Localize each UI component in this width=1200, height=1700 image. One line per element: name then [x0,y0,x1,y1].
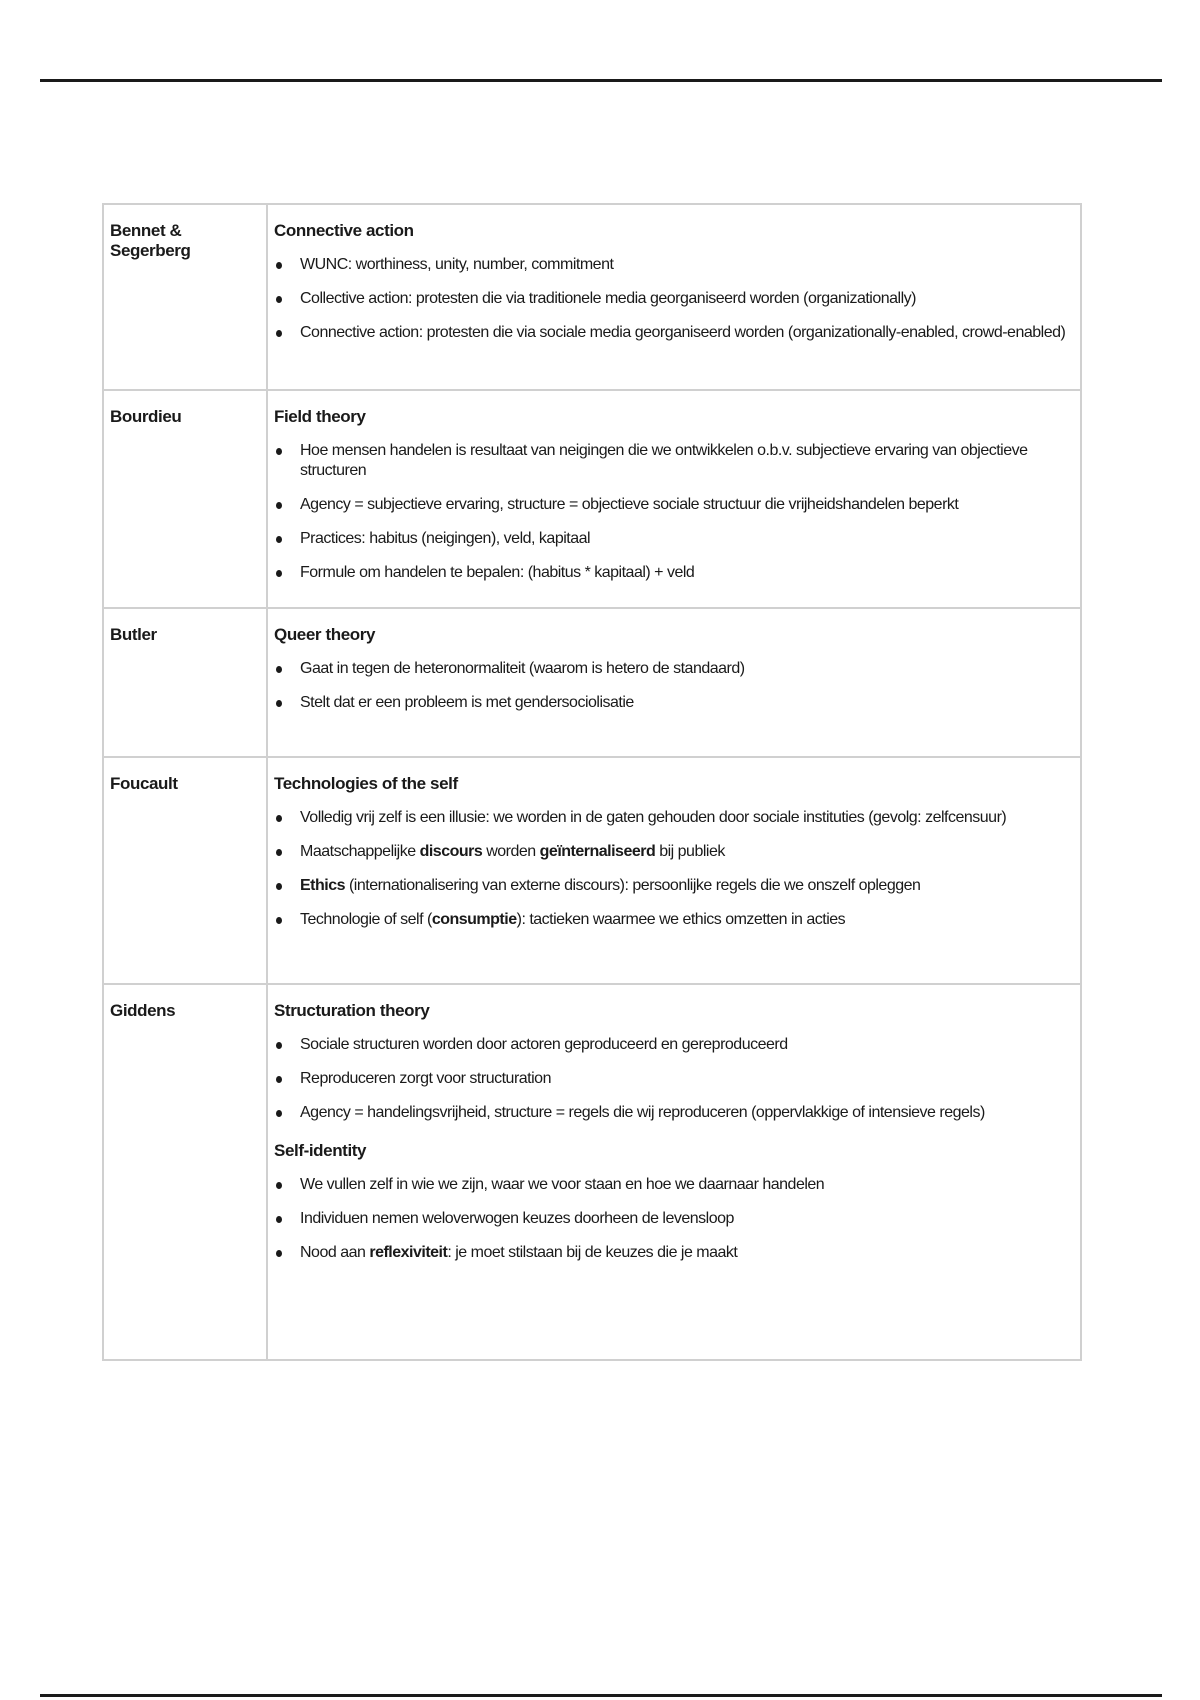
bullet-item [274,910,1074,930]
bullet-item [274,289,1074,309]
bullet-item [274,255,1074,275]
bullet-text: Connective action: protesten die via sociale media georganiseerd worden (organizationally-enabled, crowd-enabled) [300,324,1066,341]
content-cell [267,757,1081,984]
bullet-list [274,808,1074,930]
bullet-list [274,659,1074,713]
bullet-item [274,1035,1074,1055]
bullet-item [274,529,1074,549]
bullet-item [274,1103,1074,1123]
content-cell [267,390,1081,608]
section-heading: Self-identity [274,1141,367,1160]
bullet-list [274,441,1074,583]
content-cell [267,984,1081,1360]
bullet-text: Technologie of self ( [300,911,432,928]
bold-term: Ethics [300,877,346,894]
bullet-item [274,323,1074,343]
bullet-item [274,1175,1074,1195]
bullet-text: Nood aan [300,1244,370,1261]
bullet-text: : je moet stilstaan bij de keuzes die je maakt [447,1244,738,1261]
bullet-item [274,659,1074,679]
bullet-item [274,1209,1074,1229]
bullet-text: Maatschappelijke [300,843,420,860]
bold-term: discours [419,843,483,860]
bullet-item [274,1069,1074,1089]
bullet-text: Individuen nemen weloverwogen keuzes doorheen de levensloop [300,1210,734,1227]
section-heading: Field theory [274,407,366,426]
bullet-item [274,441,1074,481]
bullet-text: Volledig vrij zelf is een illusie: we worden in de gaten gehouden door sociale instituties (gevolg: zelfcensuur) [300,809,1007,826]
bullet-text: Hoe mensen handelen is resultaat van neigingen die we ontwikkelen o.b.v. subjectieve ervaring van objectieve structuren [300,442,1028,479]
bullet-list [274,255,1074,343]
section-heading: Queer theory [274,625,376,644]
bullet-text: WUNC: worthiness, unity, number, commitment [300,256,614,273]
bold-term: reflexiviteit [369,1244,448,1261]
content-cell [267,204,1081,390]
bullet-item [274,842,1074,862]
bullet-list [274,1035,1074,1123]
bullet-text: Gaat in tegen de heteronormaliteit (waarom is hetero de standaard) [300,660,745,677]
author-cell: Bourdieu [103,390,267,608]
bullet-item [274,495,1074,515]
theory-table [102,203,1082,1361]
bullet-text: Reproduceren zorgt voor structuration [300,1070,551,1087]
table-row [103,608,1081,757]
bullet-item [274,876,1074,896]
table-row [103,984,1081,1360]
author-cell: Butler [103,608,267,757]
author-cell: Bennet & Segerberg [103,204,267,390]
bullet-item [274,808,1074,828]
footer-divider [40,1694,1162,1697]
bullet-item [274,693,1074,713]
section-heading: Technologies of the self [274,774,458,793]
bullet-text: Agency = handelingsvrijheid, structure = regels die wij reproduceren (oppervlakkige of intensieve regels) [300,1104,985,1121]
bold-term: consumptie [431,911,517,928]
table-row [103,757,1081,984]
section-heading: Structuration theory [274,1001,430,1020]
section-heading: Connective action [274,221,414,240]
content-cell [267,608,1081,757]
table-row [103,204,1081,390]
bullet-text: Collective action: protesten die via traditionele media georganiseerd worden (organizationally) [300,290,916,307]
bullet-item [274,1243,1074,1263]
header-divider [40,79,1162,82]
bullet-text: Formule om handelen te bepalen: (habitus * kapitaal) + veld [300,564,695,581]
bullet-text: Agency = subjectieve ervaring, structure = objectieve sociale structuur die vrijheidshandelen beperkt [300,496,959,513]
bullet-text: ): tactieken waarmee we ethics omzetten in acties [516,911,846,928]
bullet-text: bij publiek [655,843,725,860]
bullet-text: We vullen zelf in wie we zijn, waar we voor staan en hoe we daarnaar handelen [300,1176,825,1193]
author-cell: Giddens [103,984,267,1360]
author-cell: Foucault [103,757,267,984]
bullet-text: worden [482,843,540,860]
table-row [103,390,1081,608]
bullet-text: Practices: habitus (neigingen), veld, kapitaal [300,530,591,547]
bullet-text: Stelt dat er een probleem is met gendersociolisatie [300,694,634,711]
bullet-text: Sociale structuren worden door actoren geproduceerd en gereproduceerd [300,1036,788,1053]
bold-term: geïnternaliseerd [539,843,656,860]
bullet-text: (internationalisering van externe discours): persoonlijke regels die we onszelf opleggen [345,877,921,894]
bullet-item [274,563,1074,583]
bullet-list [274,1175,1074,1263]
